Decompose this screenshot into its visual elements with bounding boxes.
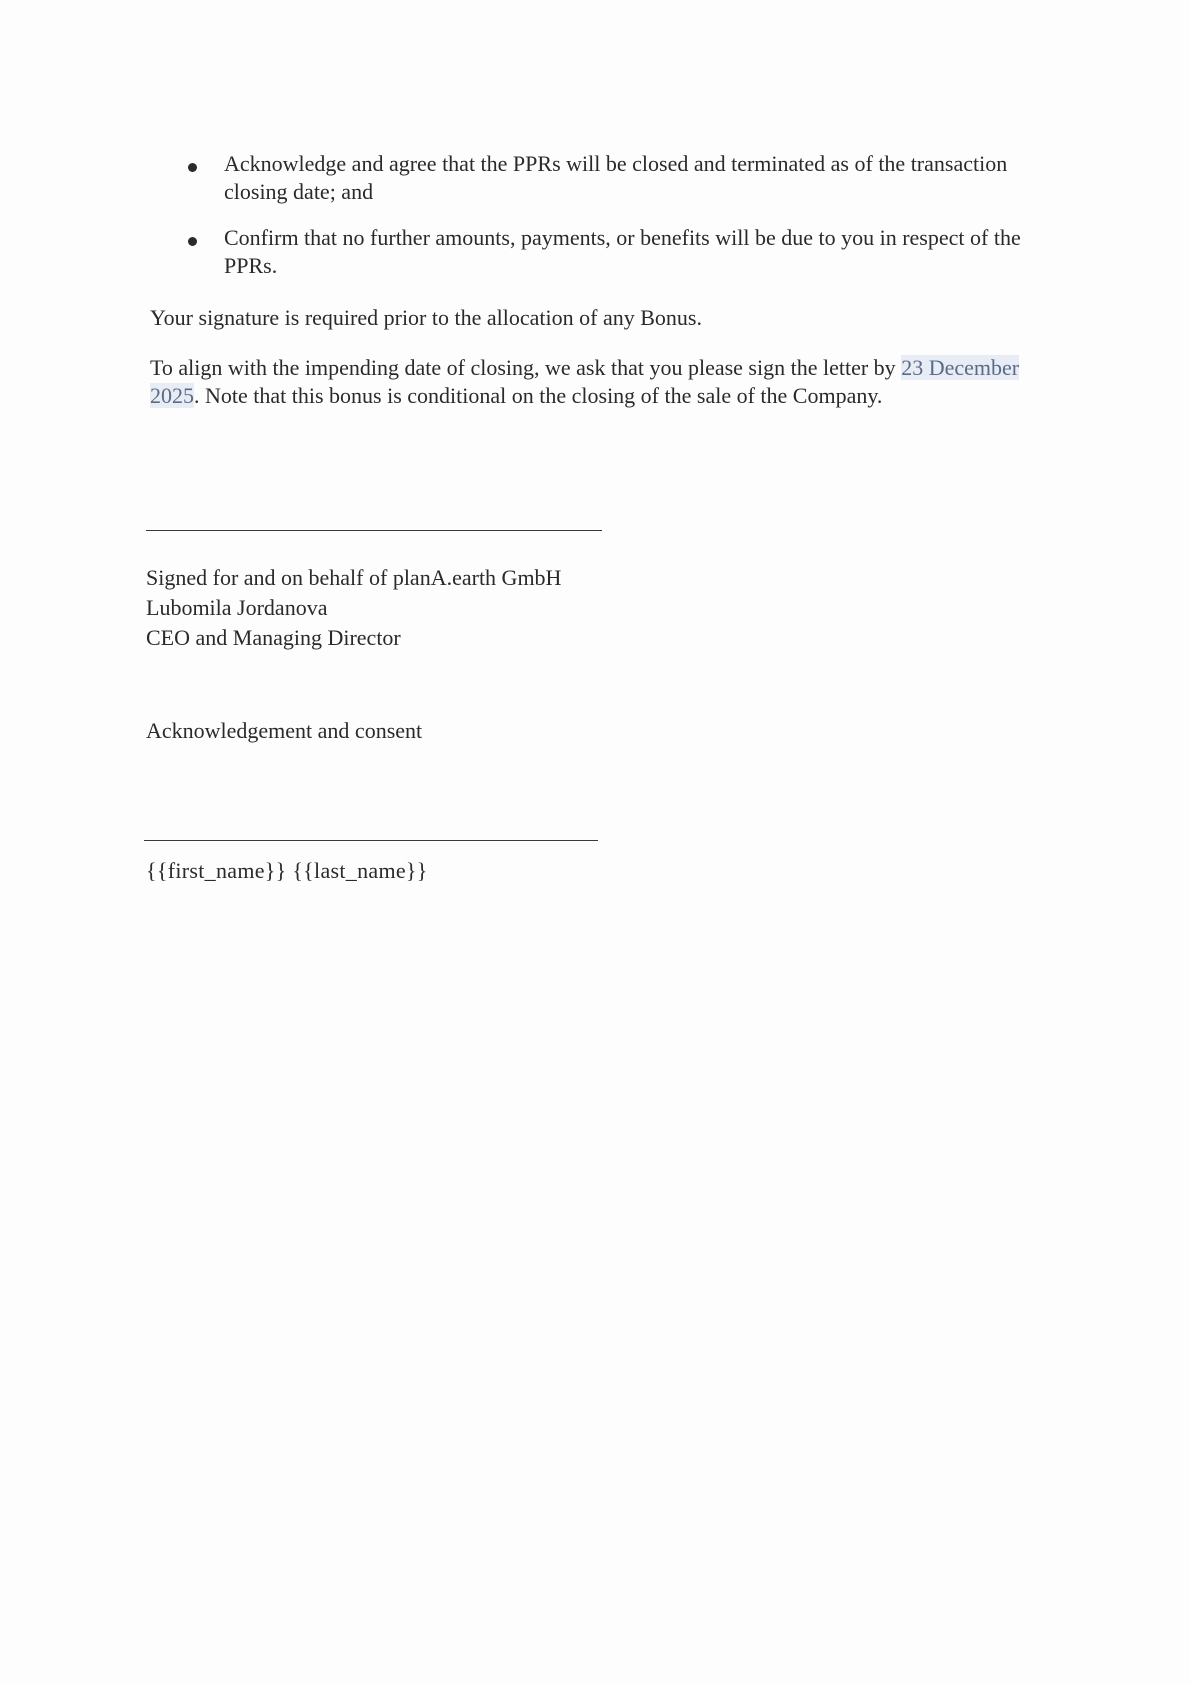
sign-deadline-paragraph bbox=[150, 354, 1020, 410]
recipient-name-placeholder: {{first_name}} {{last_name}} bbox=[146, 858, 428, 883]
bullet-item-confirm bbox=[188, 224, 1058, 280]
bullet-text: Confirm that no further amounts, payments, or benefits will be due to you in respect of the PPRs. bbox=[224, 225, 1021, 278]
sign-deadline-text-before: To align with the impending date of closing, we ask that you please sign the letter by bbox=[150, 355, 902, 380]
company-signature-line bbox=[146, 530, 602, 531]
bullet-item-acknowledge bbox=[188, 150, 1058, 206]
sign-deadline-text-after: . Note that this bonus is conditional on the closing of the sale of the Company. bbox=[194, 383, 883, 408]
sign-deadline-date: 23 December 2025 bbox=[150, 355, 1020, 408]
signatory-name: Lubomila Jordanova bbox=[146, 595, 328, 620]
bullet-text: Acknowledge and agree that the PPRs will be closed and terminated as of the transaction closing date; and bbox=[224, 151, 1008, 204]
signature-required-paragraph: Your signature is required prior to the allocation of any Bonus. bbox=[150, 305, 702, 330]
terms-bullet-list bbox=[188, 150, 1058, 298]
recipient-signature-line bbox=[144, 840, 598, 841]
acknowledgement-heading: Acknowledgement and consent bbox=[146, 718, 423, 743]
company-signatory-block bbox=[146, 563, 561, 653]
signed-on-behalf-line: Signed for and on behalf of planA.earth GmbH bbox=[146, 565, 562, 590]
signatory-title: CEO and Managing Director bbox=[146, 625, 401, 650]
bullet-dot-icon bbox=[188, 163, 197, 172]
bullet-dot-icon bbox=[188, 237, 197, 246]
